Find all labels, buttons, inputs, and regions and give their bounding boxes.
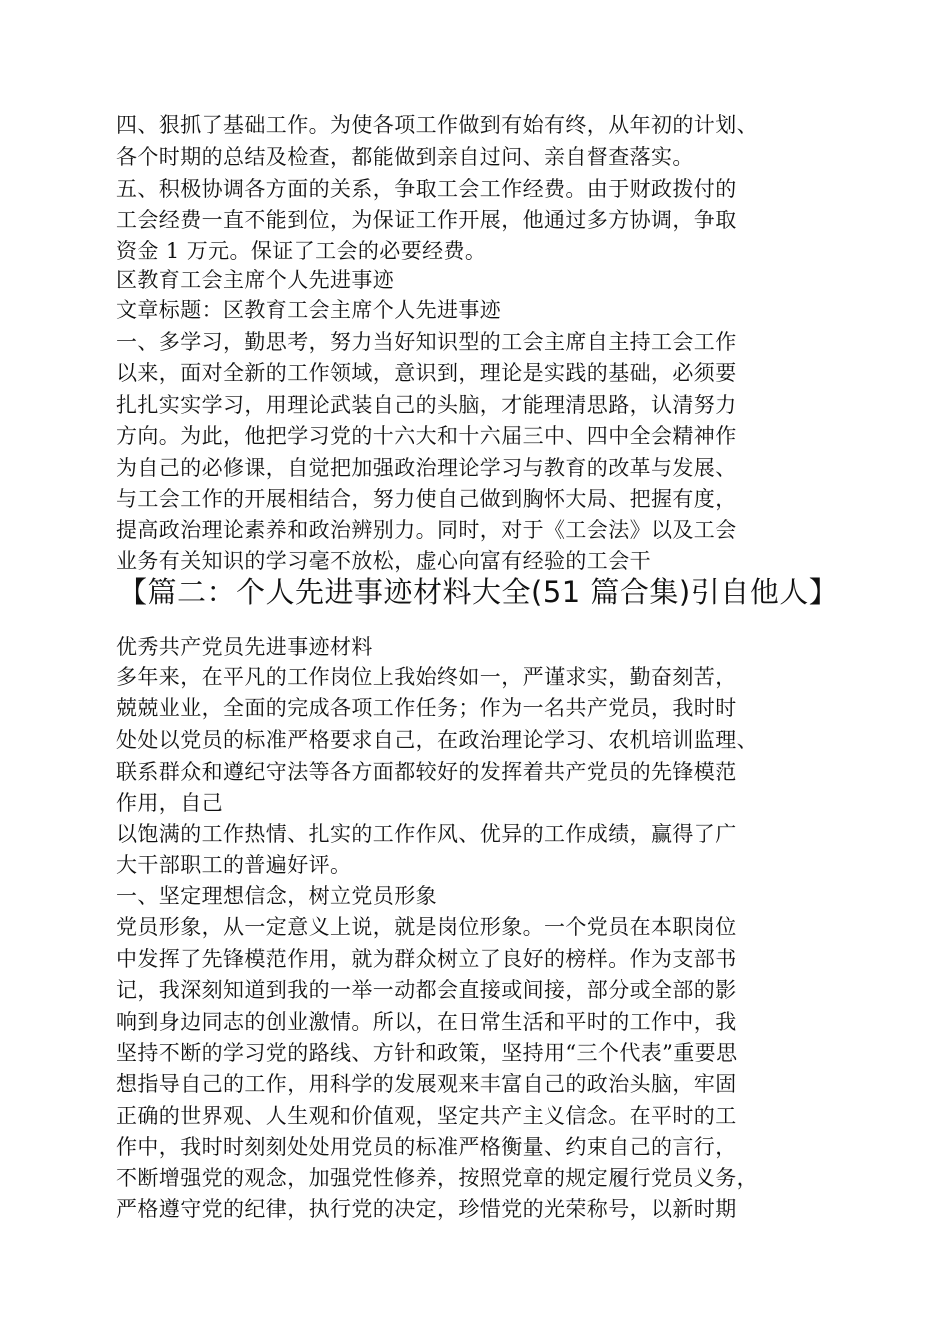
text-line: 作用，自己	[116, 791, 223, 815]
text-line: 记，我深刻知道到我的一举一动都会直接或间接，部分或全部的影	[116, 978, 737, 1002]
article-title-line: 文章标题：区教育工会主席个人先进事迹	[116, 298, 502, 322]
text-line: 扎扎实实学习，用理论武装自己的头脑，才能理清思路，认清努力	[116, 393, 737, 417]
text-line: 多年来，在平凡的工作岗位上我始终如一，严谨求实，勤奋刻苦，	[116, 665, 737, 689]
text-line: 工会经费一直不能到位，为保证工作开展，他通过多方协调，争取	[116, 208, 737, 232]
text-line: 兢兢业业，全面的完成各项工作任务；作为一名共产党员，我时时	[116, 696, 737, 720]
text-line: 严格遵守党的纪律，执行党的决定，珍惜党的光荣称号，以新时期	[116, 1197, 737, 1221]
text-line: 资金 1 万元。保证了工会的必要经费。	[116, 239, 487, 263]
text-line: 业务有关知识的学习毫不放松，虚心向富有经验的工会干	[116, 549, 651, 573]
text-line: 坚持不断的学习党的路线、方针和政策，坚持用“三个代表”重要思	[116, 1041, 738, 1065]
text-line: 各个时期的总结及检查，都能做到亲自过问、亲自督查落实。	[116, 145, 694, 169]
text-line: 作中，我时时刻刻处处用党员的标准严格衡量、约束自己的言行，	[116, 1135, 737, 1159]
text-line: 想指导自己的工作，用科学的发展观来丰富自己的政治头脑，牢固	[116, 1072, 737, 1096]
text-line: 联系群众和遵纪守法等各方面都较好的发挥着共产党员的先锋模范	[116, 760, 737, 784]
subsection-title: 一、坚定理想信念，树立党员形象	[116, 884, 437, 908]
section-heading: 【篇二：个人先进事迹材料大全(51 篇合集)引自他人】	[118, 575, 839, 609]
text-line: 处处以党员的标准严格要求自己，在政治理论学习、农机培训监理、	[116, 728, 758, 752]
text-line: 以饱满的工作热情、扎实的工作作风、优异的工作成绩，赢得了广	[116, 822, 737, 846]
text-line: 以来，面对全新的工作领域，意识到，理论是实践的基础，必须要	[116, 361, 737, 385]
text-line: 与工会工作的开展相结合，努力使自己做到胸怀大局、把握有度，	[116, 487, 737, 511]
text-line: 为自己的必修课，自觉把加强政治理论学习与教育的改革与发展、	[116, 456, 737, 480]
text-line: 响到身边同志的创业激情。所以，在日常生活和平时的工作中，我	[116, 1010, 737, 1034]
text-line: 一、多学习，勤思考，努力当好知识型的工会主席自主持工会工作	[116, 330, 737, 354]
text-line: 提高政治理论素养和政治辨别力。同时，对于《工会法》以及工会	[116, 518, 737, 542]
text-line: 党员形象，从一定意义上说，就是岗位形象。一个党员在本职岗位	[116, 915, 737, 939]
text-line: 不断增强党的观念，加强党性修养，按照党章的规定履行党员义务，	[116, 1166, 758, 1190]
text-line: 五、积极协调各方面的关系，争取工会工作经费。由于财政拨付的	[116, 177, 737, 201]
text-line: 大干部职工的普遍好评。	[116, 853, 352, 877]
text-line: 中发挥了先锋模范作用，就为群众树立了良好的榜样。作为支部书	[116, 947, 737, 971]
article-subtitle: 区教育工会主席个人先进事迹	[116, 268, 395, 292]
section-title: 优秀共产党员先进事迹材料	[116, 635, 373, 659]
text-line: 方向。为此，他把学习党的十六大和十六届三中、四中全会精神作	[116, 424, 737, 448]
text-line: 四、狠抓了基础工作。为使各项工作做到有始有终，从年初的计划、	[116, 113, 758, 137]
text-line: 正确的世界观、人生观和价值观，坚定共产主义信念。在平时的工	[116, 1104, 737, 1128]
